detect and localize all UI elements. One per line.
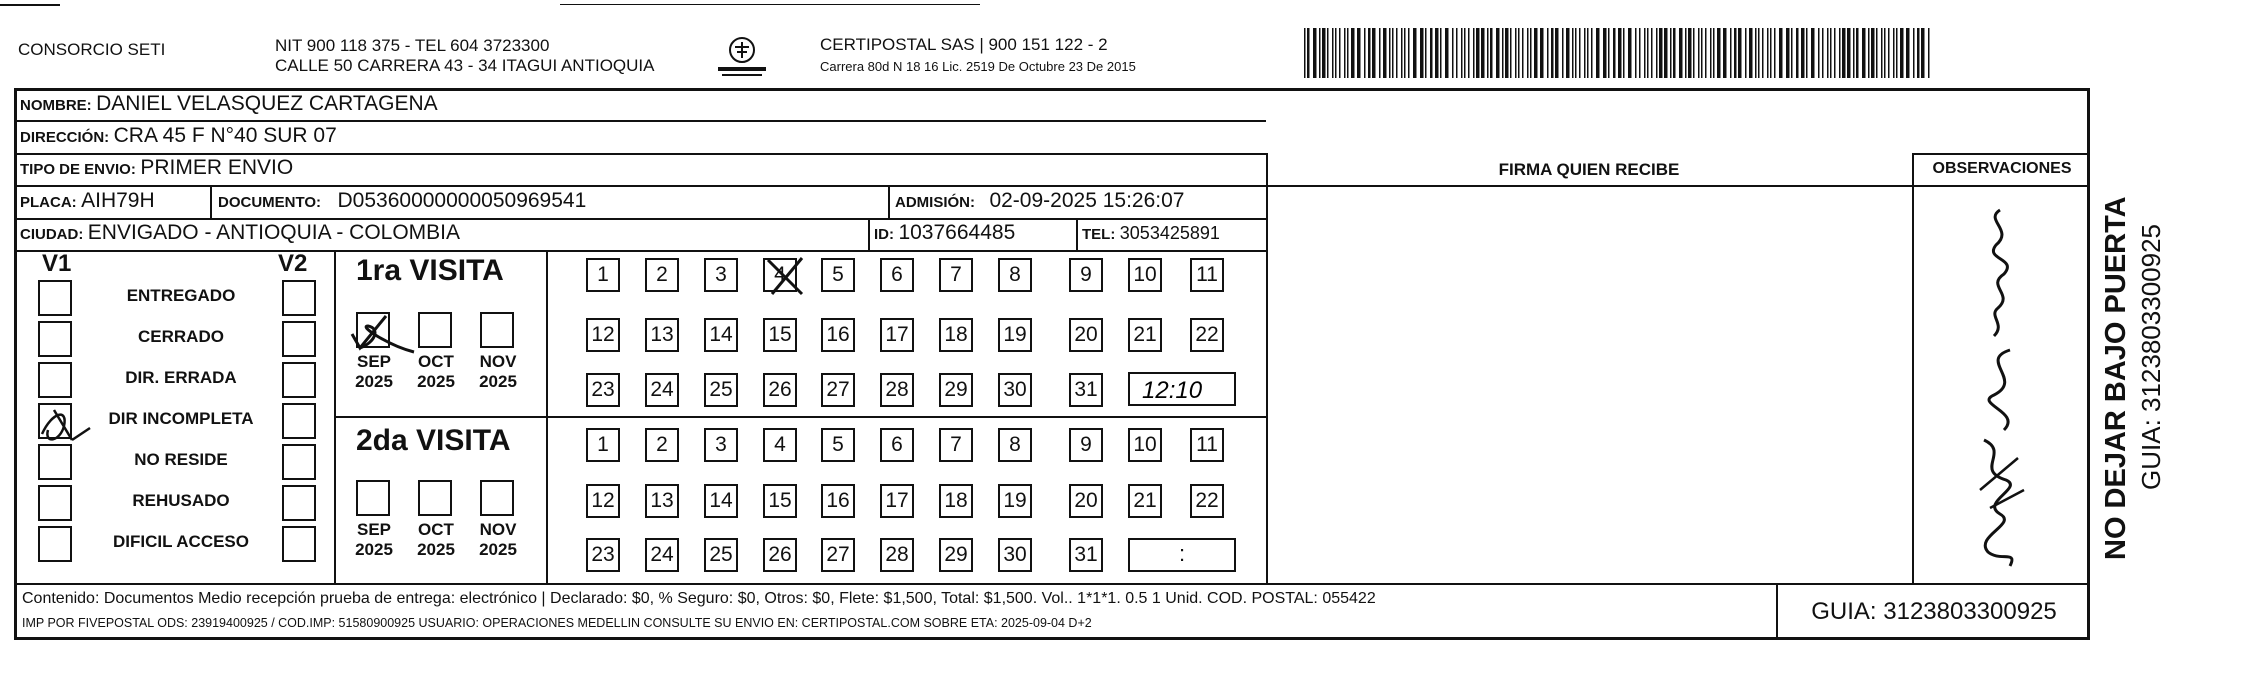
v2-checkbox[interactable]: [282, 485, 316, 521]
v2-checkbox[interactable]: [282, 403, 316, 439]
barcode-bar: [1425, 28, 1427, 78]
barcode-bar: [1452, 28, 1454, 78]
signature-area[interactable]: [1266, 185, 1912, 583]
barcode-bar: [1893, 28, 1895, 78]
barcode-bar: [1717, 28, 1721, 78]
tel-value: 3053425891: [1119, 223, 1220, 243]
month-checkbox[interactable]: [418, 312, 452, 348]
barcode-bar: [1473, 28, 1475, 78]
barcode-bar: [1505, 28, 1509, 78]
barcode-bar: [1587, 28, 1589, 78]
month-year: 2025: [479, 372, 517, 391]
v1-checkbox[interactable]: [38, 362, 72, 398]
barcode-bar: [1456, 28, 1458, 78]
status-reason-label: CERRADO: [138, 327, 224, 346]
barcode-bar: [1603, 28, 1607, 78]
side-guia: GUIA: 3123803300925: [2136, 224, 2166, 490]
day-cell[interactable]: 10: [1128, 258, 1162, 292]
day-cell[interactable]: 8: [998, 428, 1032, 462]
barcode-bar: [1368, 28, 1371, 78]
day-cell[interactable]: 29: [939, 373, 973, 407]
barcode-bar: [1319, 28, 1321, 78]
barcode-bar: [1871, 28, 1875, 78]
day-cell[interactable]: 7: [939, 258, 973, 292]
barcode-bar: [1591, 28, 1593, 78]
day-cell[interactable]: 21: [1128, 484, 1162, 518]
day-cell[interactable]: 20: [1069, 318, 1103, 352]
v1-checkbox[interactable]: [38, 321, 72, 357]
status-reason-label: DIFICIL ACCESO: [112, 532, 249, 551]
barcode-bar: [1917, 28, 1920, 78]
day-cell[interactable]: 9: [1069, 428, 1103, 462]
barcode-bar: [1430, 28, 1433, 78]
day-cell[interactable]: 18: [939, 318, 973, 352]
barcode-bar: [1396, 28, 1398, 78]
day-cell[interactable]: 22: [1190, 318, 1224, 352]
city-value: ENVIGADO - ANTIOQUIA - COLOMBIA: [87, 221, 461, 244]
barcode: [1302, 26, 1938, 80]
barcode-bar: [1440, 28, 1442, 78]
name-row: [20, 92, 438, 116]
v1-checkbox[interactable]: [38, 444, 72, 480]
v2-checkbox[interactable]: [282, 362, 316, 398]
barcode-bar: [1392, 28, 1394, 78]
month-name: NOV: [479, 520, 517, 539]
barcode-bar: [1481, 28, 1485, 78]
barcode-bar: [1468, 28, 1470, 78]
barcode-bar: [1881, 28, 1883, 78]
day-cell[interactable]: 6: [880, 428, 914, 462]
day-cell[interactable]: 31: [1069, 373, 1103, 407]
barcode-bar: [1608, 28, 1610, 78]
barcode-bar: [1464, 28, 1466, 78]
city-field: [20, 221, 460, 245]
barcode-bar: [1774, 28, 1776, 78]
barcode-bar: [1884, 28, 1886, 78]
barcode-bar: [1749, 28, 1753, 78]
barcode-bar: [1335, 28, 1337, 78]
barcode-bar: [1900, 28, 1904, 78]
month-year: 2025: [355, 372, 393, 391]
barcode-bar: [1906, 28, 1910, 78]
day-cell[interactable]: 3: [704, 258, 738, 292]
barcode-bar: [1710, 28, 1712, 78]
plate-value: AIH79H: [81, 189, 155, 212]
month-name: NOV: [479, 352, 517, 371]
send-type-value: PRIMER ENVIO: [140, 156, 294, 179]
barcode-bar: [1656, 28, 1658, 78]
day-cell[interactable]: 5: [821, 258, 855, 292]
id-field: [874, 221, 1015, 245]
day-cell[interactable]: 22: [1190, 484, 1224, 518]
day-cell[interactable]: 5: [821, 428, 855, 462]
barcode-bar: [1673, 28, 1676, 78]
barcode-bar: [1401, 28, 1403, 78]
company-info: [275, 36, 654, 76]
barcode-bar: [1664, 28, 1668, 78]
barcode-bar: [1304, 28, 1306, 78]
month-label: [344, 352, 404, 392]
barcode-bar: [1618, 28, 1622, 78]
document-field: [218, 189, 586, 213]
day-cell[interactable]: 24: [645, 373, 679, 407]
barcode-bar: [1701, 28, 1703, 78]
day-cell[interactable]: 19: [998, 318, 1032, 352]
barcode-bar: [1856, 28, 1859, 78]
content-line: Contenido: Documentos Medio recepción prueba de entrega: electrónico | Declarado: $0, % Seguro: $0, Otros: $0, Flete: $1,500, Total: $1,500. Vol.. 1*1*1. 0.5 1 Unid. COD. POSTAL: 055422: [22, 590, 1376, 607]
v1-checkbox[interactable]: [38, 526, 72, 562]
day-cell[interactable]: 17: [880, 318, 914, 352]
handwritten-signature: [1914, 190, 2090, 580]
barcode-bar: [1496, 28, 1500, 78]
barcode-bar: [1670, 28, 1672, 78]
barcode-bar: [1847, 28, 1851, 78]
v2-checkbox[interactable]: [282, 280, 316, 316]
barcode-bar: [1928, 28, 1930, 78]
carrier-info: [820, 34, 1136, 78]
send-type-row: [20, 156, 293, 180]
day-cell[interactable]: 31: [1069, 538, 1103, 572]
address-line: CALLE 50 CARRERA 43 - 34 ITAGUI ANTIOQUIA: [275, 56, 655, 75]
month-year: 2025: [479, 540, 517, 559]
document-value: D05360000000050969541: [337, 189, 587, 212]
day-cell[interactable]: 15: [763, 484, 797, 518]
barcode-bar: [1413, 28, 1417, 78]
month-name: SEP: [356, 352, 392, 371]
barcode-bar: [1579, 28, 1581, 78]
barcode-bar: [1755, 28, 1757, 78]
day-cell[interactable]: 19: [998, 484, 1032, 518]
day-cell[interactable]: 1: [586, 258, 620, 292]
month-label: [344, 520, 404, 560]
barcode-bar: [1738, 28, 1742, 78]
day-cell[interactable]: 28: [880, 538, 914, 572]
barcode-bar: [1530, 28, 1532, 78]
day-cell[interactable]: 24: [645, 538, 679, 572]
side-notice: NO DEJAR BAJO PUERTA: [2100, 196, 2132, 560]
v1-label: V1: [42, 250, 72, 277]
barcode-bar: [1357, 28, 1361, 78]
barcode-bar: [1839, 28, 1841, 78]
barcode-bar: [1796, 28, 1799, 78]
v2-label: V2: [278, 250, 308, 277]
day-cell[interactable]: 3: [704, 428, 738, 462]
status-reason-label: ENTREGADO: [126, 286, 236, 305]
barcode-bar: [1623, 28, 1625, 78]
day-cell[interactable]: 17: [880, 484, 914, 518]
barcode-bar: [1572, 28, 1574, 78]
month-label: [468, 352, 528, 392]
barcode-bar: [1562, 28, 1564, 78]
barcode-bar: [1445, 28, 1449, 78]
barcode-bar: [1786, 28, 1790, 78]
barcode-bar: [1679, 28, 1683, 78]
barcode-bar: [1404, 28, 1406, 78]
barcode-bar: [1518, 28, 1520, 78]
plate-field: [20, 189, 155, 213]
day-cell[interactable]: 26: [763, 538, 797, 572]
barcode-bar: [1806, 28, 1808, 78]
barcode-bar: [1868, 28, 1870, 78]
guia-box: GUIA: 3123803300925: [1776, 583, 2090, 640]
recipient-address: CRA 45 F N°40 SUR 07: [113, 124, 337, 147]
barcode-bar: [1372, 28, 1376, 78]
name-label: NOMBRE:: [20, 97, 92, 114]
barcode-bar: [1510, 28, 1512, 78]
status-reason-label: DIR INCOMPLETA: [108, 409, 254, 428]
admission-label: ADMISIÓN:: [895, 194, 975, 211]
barcode-bar: [1730, 28, 1732, 78]
day-cell[interactable]: 14: [704, 318, 738, 352]
admission-field: [895, 189, 1184, 213]
barcode-bar: [1818, 28, 1820, 78]
barcode-bar: [1379, 28, 1381, 78]
barcode-bar: [1921, 28, 1925, 78]
nit-line: NIT 900 118 375 - TEL 604 3723300: [275, 36, 550, 55]
barcode-bar: [1515, 28, 1517, 78]
barcode-bar: [1534, 28, 1538, 78]
id-label: ID:: [874, 226, 894, 243]
v1-checkbox[interactable]: [38, 280, 72, 316]
barcode-bar: [1713, 28, 1715, 78]
month-label: [406, 520, 466, 560]
send-type-label: TIPO DE ENVIO:: [20, 161, 136, 178]
barcode-bar: [1791, 28, 1793, 78]
barcode-bar: [1734, 28, 1737, 78]
month-year: 2025: [417, 540, 455, 559]
barcode-bar: [1551, 28, 1554, 78]
day-cell[interactable]: 21: [1128, 318, 1162, 352]
month-name: SEP: [356, 520, 392, 539]
day-cell[interactable]: 11: [1190, 428, 1224, 462]
id-value: 1037664485: [898, 221, 1016, 244]
barcode-bar: [1862, 28, 1866, 78]
admission-value: 02-09-2025 15:26:07: [989, 189, 1185, 212]
visit1-month-check-mark: [346, 312, 418, 358]
day-cell[interactable]: 15: [763, 318, 797, 352]
document-label: DOCUMENTO:: [218, 194, 322, 211]
day-cell[interactable]: 9: [1069, 258, 1103, 292]
day-cell[interactable]: 27: [821, 373, 855, 407]
barcode-bar: [1502, 28, 1504, 78]
barcode-bar: [1420, 28, 1424, 78]
print-line: IMP POR FIVEPOSTAL ODS: 23919400925 / COD.IMP: 51580900925 USUARIO: OPERACIONES MEDELLIN CONSULTE SU ENVIO EN: CERTIPOSTAL.COM SOBRE ETA: 2025-09-04 D+2: [22, 616, 1092, 630]
barcode-bar: [1547, 28, 1549, 78]
barcode-bar: [1693, 28, 1695, 78]
day-cell[interactable]: 1: [586, 428, 620, 462]
address-row: [20, 124, 337, 148]
barcode-bar: [1685, 28, 1687, 78]
day-cell[interactable]: 7: [939, 428, 973, 462]
barcode-bar: [1347, 28, 1349, 78]
signature-header: FIRMA QUIEN RECIBE: [1498, 160, 1680, 179]
barcode-bar: [1745, 28, 1747, 78]
day-cell[interactable]: 6: [880, 258, 914, 292]
barcode-bar: [1688, 28, 1692, 78]
barcode-bar: [1723, 28, 1727, 78]
address-label: DIRECCIÓN:: [20, 129, 110, 146]
day-cell[interactable]: 25: [704, 373, 738, 407]
barcode-bar: [1461, 28, 1463, 78]
month-name: OCT: [418, 352, 454, 371]
day-cell[interactable]: 29: [939, 538, 973, 572]
day-cell[interactable]: 12: [586, 318, 620, 352]
barcode-bar: [1876, 28, 1878, 78]
barcode-bar: [1555, 28, 1559, 78]
carrier-line: CERTIPOSTAL SAS | 900 151 122 - 2: [820, 35, 1108, 54]
month-name: OCT: [418, 520, 454, 539]
day-cell[interactable]: 23: [586, 538, 620, 572]
barcode-bar: [1490, 28, 1493, 78]
barcode-bar: [1344, 28, 1346, 78]
tel-field: [1082, 223, 1220, 244]
day-cell[interactable]: 11: [1190, 258, 1224, 292]
barcode-bar: [1408, 28, 1410, 78]
visit2-title: 2da VISITA: [356, 424, 511, 457]
barcode-bar: [1487, 28, 1489, 78]
barcode-bar: [1435, 28, 1439, 78]
barcode-bar: [1853, 28, 1855, 78]
barcode-bar: [1522, 28, 1524, 78]
day-cell[interactable]: 23: [586, 373, 620, 407]
day-cell[interactable]: 13: [645, 318, 679, 352]
barcode-bar: [1896, 28, 1898, 78]
license-line: Carrera 80d N 18 16 Lic. 2519 De Octubre 23 De 2015: [820, 59, 1136, 74]
certipostal-logo: [714, 34, 770, 82]
visit1-day-check-mark: [764, 254, 808, 298]
barcode-bar: [1351, 28, 1355, 78]
month-checkbox[interactable]: [418, 480, 452, 516]
barcode-bar: [1339, 28, 1341, 78]
v1-checkbox[interactable]: [38, 485, 72, 521]
plate-label: PLACA:: [20, 194, 77, 211]
day-cell[interactable]: 8: [998, 258, 1032, 292]
day-cell[interactable]: 4: [763, 428, 797, 462]
barcode-bar: [1770, 28, 1772, 78]
recipient-name: DANIEL VELASQUEZ CARTAGENA: [96, 92, 438, 115]
barcode-bar: [1698, 28, 1700, 78]
visit2-time-box[interactable]: :: [1128, 538, 1236, 572]
barcode-bar: [1613, 28, 1616, 78]
month-year: 2025: [417, 372, 455, 391]
barcode-bar: [1822, 28, 1824, 78]
observations-header: OBSERVACIONES: [1932, 160, 2072, 177]
barcode-bar: [1639, 28, 1641, 78]
month-year: 2025: [355, 540, 393, 559]
barcode-bar: [1389, 28, 1391, 78]
month-label: [406, 352, 466, 392]
status-reason-label: REHUSADO: [132, 491, 230, 510]
barcode-bar: [1913, 28, 1915, 78]
day-cell[interactable]: 27: [821, 538, 855, 572]
month-checkbox[interactable]: [356, 480, 390, 516]
day-cell[interactable]: 12: [586, 484, 620, 518]
barcode-bar: [1834, 28, 1836, 78]
tel-label: TEL:: [1082, 226, 1116, 243]
barcode-bar: [1332, 28, 1334, 78]
day-cell[interactable]: 28: [880, 373, 914, 407]
day-cell[interactable]: 26: [763, 373, 797, 407]
day-cell[interactable]: 25: [704, 538, 738, 572]
barcode-bar: [1527, 28, 1529, 78]
barcode-bar: [1596, 28, 1600, 78]
barcode-bar: [1811, 28, 1815, 78]
barcode-bar: [1827, 28, 1829, 78]
v1-check-mark: [38, 404, 94, 448]
day-cell[interactable]: 2: [645, 258, 679, 292]
day-cell[interactable]: 30: [998, 538, 1032, 572]
day-cell[interactable]: 20: [1069, 484, 1103, 518]
day-cell[interactable]: 16: [821, 484, 855, 518]
barcode-bar: [1313, 28, 1317, 78]
day-cell[interactable]: 30: [998, 373, 1032, 407]
barcode-bar: [1322, 28, 1326, 78]
barcode-bar: [1383, 28, 1387, 78]
month-label: [468, 520, 528, 560]
company-name: CONSORCIO SETI: [18, 40, 166, 59]
day-cell[interactable]: 10: [1128, 428, 1162, 462]
barcode-bar: [1540, 28, 1544, 78]
barcode-bar: [1327, 28, 1329, 78]
barcode-bar: [1644, 28, 1646, 78]
day-cell[interactable]: 13: [645, 484, 679, 518]
barcode-bar: [1762, 28, 1764, 78]
barcode-bar: [1651, 28, 1653, 78]
barcode-bar: [1647, 28, 1649, 78]
barcode-bar: [1801, 28, 1805, 78]
day-cell[interactable]: 16: [821, 318, 855, 352]
barcode-bar: [1307, 28, 1310, 78]
barcode-bar: [1635, 28, 1637, 78]
barcode-bar: [1842, 28, 1846, 78]
barcode-bar: [1779, 28, 1783, 78]
barcode-bar: [1830, 28, 1832, 78]
barcode-bar: [1566, 28, 1570, 78]
status-reason-label: DIR. ERRADA: [125, 368, 237, 387]
city-label: CIUDAD:: [20, 226, 84, 243]
visit1-handwritten-time: [1132, 372, 1232, 406]
barcode-bar: [1705, 28, 1707, 78]
v2-checkbox[interactable]: [282, 444, 316, 480]
status-reason-label: NO RESIDE: [134, 450, 228, 469]
day-cell[interactable]: 4: [763, 258, 797, 292]
barcode-bar: [1758, 28, 1760, 78]
visit1-title: 1ra VISITA: [356, 254, 504, 287]
barcode-bar: [1767, 28, 1769, 78]
barcode-bar: [1888, 28, 1890, 78]
barcode-bar: [1476, 28, 1480, 78]
barcode-bar: [1628, 28, 1632, 78]
day-cell[interactable]: 2: [645, 428, 679, 462]
barcode-bar: [1575, 28, 1577, 78]
barcode-bar: [1584, 28, 1586, 78]
v2-checkbox[interactable]: [282, 321, 316, 357]
day-cell[interactable]: 18: [939, 484, 973, 518]
barcode-bar: [1659, 28, 1663, 78]
month-checkbox[interactable]: [480, 480, 514, 516]
barcode-bar: [1364, 28, 1366, 78]
month-checkbox[interactable]: [480, 312, 514, 348]
day-cell[interactable]: 14: [704, 484, 738, 518]
svg-text:12:10: 12:10: [1142, 377, 1203, 404]
v2-checkbox[interactable]: [282, 526, 316, 562]
